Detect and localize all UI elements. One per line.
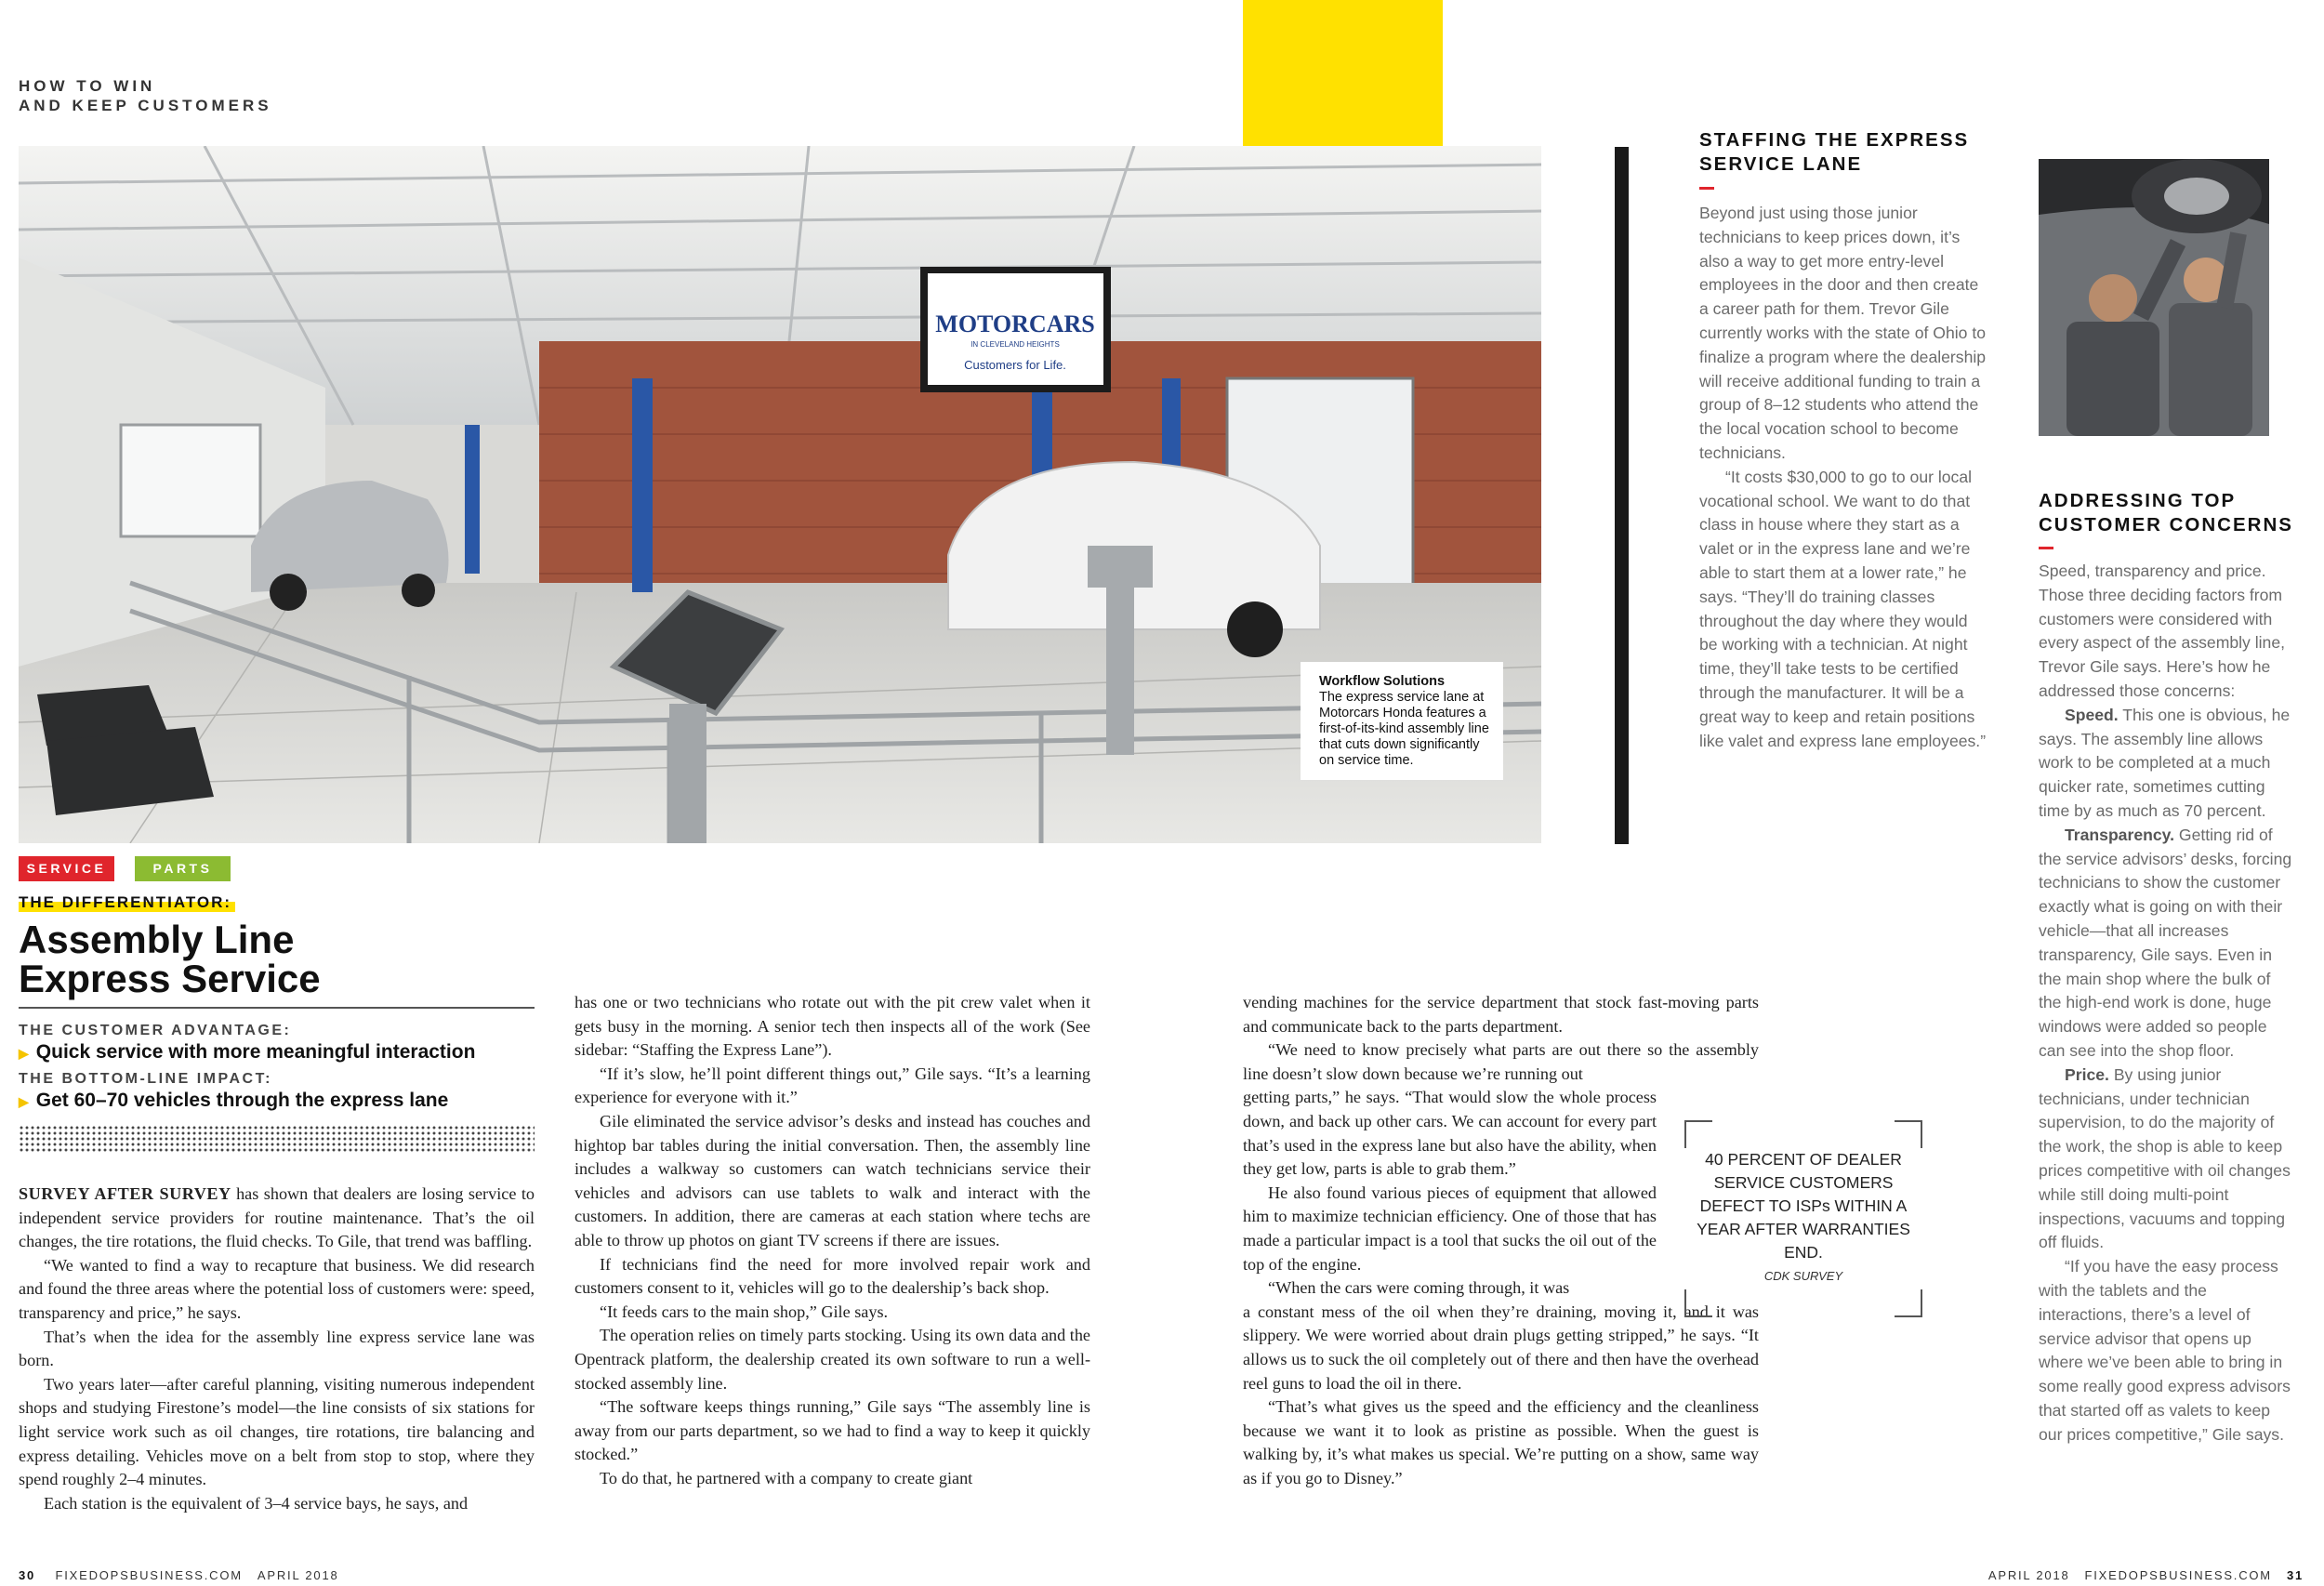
article-title <box>19 920 539 998</box>
pull-quote-corner <box>1895 1289 1922 1317</box>
sidebar-paragraph <box>2039 824 2294 1064</box>
red-dash <box>1699 187 1714 190</box>
article-paragraph: He also found various pieces of equipment that allowed him to maximize technician efficiency. One of those that has made a particular impact is a tool that sucks the oil out of the top of the engine. <box>1243 1183 1657 1274</box>
footer-date: APRIL 2018 <box>1987 1568 2070 1582</box>
pull-quote-corner <box>1684 1120 1712 1148</box>
concern-text-transparency: Getting rid of the service advisors’ desks, forcing technicians to show the customer exactly what is going on with their vehicle—that all increases transparency, Gile says. Even in the main shop where the bulk of the high-end work is done, huge windows were added so people can see into the shop floor. <box>2039 825 2292 1060</box>
footer-site: FIXEDOPSBUSINESS.COM <box>55 1568 243 1582</box>
caption-title: Workflow Solutions <box>1319 674 1446 689</box>
bullet-triangle-icon: ▶ <box>19 1094 29 1109</box>
sidebar-heading-line: CUSTOMER CONCERNS <box>2039 514 2293 535</box>
dotted-divider <box>19 1125 535 1153</box>
article-title-line: Express Service <box>19 957 321 1000</box>
article-wrap-block <box>1243 1086 1657 1300</box>
tv-brand-text: MOTORCARS <box>935 311 1095 337</box>
caption-body: The express service lane at Motorcars Honda features a first-of-its-kind assembly line that cuts down significantly on service time. <box>1319 690 1489 768</box>
yellow-accent-bar <box>1243 0 1443 149</box>
article-paragraph: “The software keeps things running,” Gile says “The assembly line is away from our parts department, so we had to find a way to keep it quickly stocked.” <box>574 1397 1090 1464</box>
section-label-line: AND KEEP CUSTOMERS <box>19 97 272 114</box>
article-paragraph: If technicians find the need for more involved repair work and customers consent to it, vehicles will go to the dealership’s back shop. <box>574 1254 1090 1298</box>
technicians-illustration <box>2039 159 2269 436</box>
concern-text-speed: This one is obvious, he says. The assembly line allows work to be completed at a much quicker rate, sometimes cutting time by as much as 70 percent. <box>2039 705 2291 820</box>
article-paragraph: getting parts,” he says. “That would slow the whole process down, and back up other cars. We can account for every part that’s used in the express lane but also have the ability, when they get low, parts is able to grab them.” <box>1243 1088 1657 1179</box>
article-paragraph: Gile eliminated the service advisor’s desks and instead has couches and hightop bar tables during the initial conversation. Then, the assembly line includes a walkway so customers can watch technicians service their vehicles and advisors can use tablets to walk and interact with the customers. In addition, there are cameras at each station where techs are able to throw up photos on giant TV screens if there are issues. <box>574 1111 1090 1249</box>
article-paragraph: Two years later—after careful planning, visiting numerous independent shops and studying Firestone’s model—the line consists of six stations for light service work such as oil changes, tire rotations, tire balancing and express detailing. Vehicles move on a belt from stop to stop, where they spend roughly 2–4 minutes. <box>19 1374 535 1489</box>
article-paragraph: “That’s what gives us the speed and the efficiency and the cleanliness because we want it to look as pristine as possible. When the guest is walking by, it’s what makes us special. We’re putting on a show, same way as if you go to Disney.” <box>1243 1397 1759 1487</box>
sidebar-paragraph: “If you have the easy process with the tablets and the interactions, there’s a level of service advisor that opens up where we’ve been able to bring in some really good express advisors that started off as valets to keep our prices competitive,” Gile says. <box>2039 1257 2291 1444</box>
article-column-3 <box>1243 991 1759 1490</box>
bottom-line-label: THE BOTTOM-LINE IMPACT: <box>19 1071 272 1087</box>
pull-quote <box>1684 1120 1922 1317</box>
article-paragraph: “We need to know precisely what parts are out there so the assembly line doesn’t slow down because we’re running out <box>1243 1040 1759 1083</box>
tv-sub-text: IN CLEVELAND HEIGHTS <box>971 340 1060 349</box>
article-column-1 <box>19 1183 535 1515</box>
photo-caption <box>1301 662 1503 780</box>
pull-quote-corner <box>1895 1120 1922 1148</box>
bottom-line-text: Get 60–70 vehicles through the express lane <box>35 1090 449 1111</box>
article-column-2 <box>574 991 1090 1490</box>
concern-label-price: Price. <box>2065 1064 2109 1084</box>
technicians-photo <box>2039 159 2269 436</box>
page-number: 31 <box>2286 1568 2304 1582</box>
customer-advantage-label: THE CUSTOMER ADVANTAGE: <box>19 1023 292 1038</box>
pull-quote-source: CDK SURVEY <box>1763 1269 1843 1283</box>
footer-right <box>1974 1568 2304 1582</box>
article-paragraph: That’s when the idea for the assembly line express service lane was born. <box>19 1327 535 1370</box>
sidebar-concerns-text <box>2039 560 2294 1447</box>
sidebar-staffing-text <box>1699 202 1987 753</box>
article-paragraph: The operation relies on timely parts stocking. Using its own data and the Opentrack platform, the dealership created its own software to run a well-stocked assembly line. <box>574 1326 1090 1393</box>
article-paragraph: To do that, he partnered with a company to create giant <box>600 1468 973 1487</box>
article-title-line: Assembly Line <box>19 918 295 961</box>
footer-site: FIXEDOPSBUSINESS.COM <box>2084 1568 2272 1582</box>
sidebar-paragraph: Speed, transparency and price. Those three deciding factors from customers were considered with every aspect of the assembly line, Trevor Gile says. Here’s how he addressed those concerns: <box>2039 562 2286 700</box>
tag-parts: PARTS <box>135 856 231 881</box>
customer-advantage-text: Quick service with more meaningful interaction <box>35 1041 476 1063</box>
title-rule <box>19 1007 535 1009</box>
customer-advantage-value <box>19 1041 475 1064</box>
sidebar-paragraph: Beyond just using those junior technicians to keep prices down, it’s also a way to get more entry-level employees in the door and then create a career path for them. Trevor Gile currently works with the state of Ohio to finalize a program where the dealership will receive additional funding to train a group of 8–12 students who attend the the local vocation school to become technicians. <box>1699 204 1987 462</box>
pull-quote-corner <box>1684 1289 1712 1317</box>
page-number: 30 <box>19 1568 36 1582</box>
sidebar-concerns-heading <box>2039 489 2317 537</box>
bullet-triangle-icon: ▶ <box>19 1046 29 1061</box>
article-paragraph: “We wanted to find a way to recapture that business. We did research and found the three areas where the potential loss of customers were: speed, transparency and price,” he says. <box>19 1255 535 1322</box>
article-paragraph: “When the cars were coming through, it was <box>1268 1278 1570 1298</box>
article-paragraph: has one or two technicians who rotate out with the pit crew valet when it gets busy in the morning. A senior tech then inspects all of the work (See sidebar: “Staffing the Express Lane”). <box>574 993 1090 1060</box>
sidebar-heading-line: SERVICE LANE <box>1699 153 1863 175</box>
red-dash <box>2039 547 2053 549</box>
article-paragraph: “If it’s slow, he’ll point different things out,” Gile says. “It’s a learning experience for everyone with it.” <box>574 1064 1090 1107</box>
sidebar-heading-line: ADDRESSING TOP <box>2039 490 2237 511</box>
sidebar-paragraph: “It costs $30,000 to go to our local vocational school. We want to do that class in house where they start as a valet or in the express lane and we’re able to start them at a lower rate,” he says. “They’ll do training classes throughout the day where they would be working with a technician. At night time, they’ll take tests to be certified through the manufacturer. It will be a great way to keep and retain positions like valet and express lane employees.” <box>1699 467 1987 750</box>
tv-tagline-text: Customers for Life. <box>964 358 1066 372</box>
sidebar-paragraph <box>2039 704 2294 824</box>
lead-in: SURVEY AFTER SURVEY <box>19 1184 231 1203</box>
section-label <box>19 76 272 115</box>
article-text: has shown that dealers are losing service to independent service providers for routine maintenance. That’s the oil changes, the tire rotations, the fluid checks. To Gile, that trend was baffling. <box>19 1184 535 1251</box>
article-kicker: THE DIFFERENTIATOR: <box>19 893 235 912</box>
article-paragraph: Each station is the equivalent of 3–4 service bays, he says, and <box>44 1493 469 1513</box>
article-paragraph: a constant mess of the oil when they’re draining, moving it, and it was slippery. We were worried about drain plugs getting stripped,” he says. “It allows us to suck the oil completely out of there and then have the overhead reel guns to load the oil in there. <box>1243 1302 1759 1393</box>
sidebar-heading-line: STAFFING THE EXPRESS <box>1699 129 1970 151</box>
bottom-line-value <box>19 1090 448 1112</box>
section-label-line: HOW TO WIN <box>19 77 156 95</box>
sidebar-staffing-heading <box>1699 128 1997 177</box>
footer-date: APRIL 2018 <box>257 1568 339 1582</box>
sidebar-paragraph <box>2039 1064 2294 1255</box>
sidebar-divider <box>1615 147 1629 844</box>
concern-text-price: By using junior technicians, under technician supervision, to do the majority of the work, the shop is able to keep prices competitive with oil changes while still doing multi-point inspections, vacuums and topping off fluids. <box>2039 1064 2291 1252</box>
concern-label-transparency: Transparency. <box>2065 825 2175 844</box>
pull-quote-text: 40 PERCENT OF DEALER SERVICE CUSTOMERS DEFECT TO ISPs WITHIN A YEAR AFTER WARRANTIES END. <box>1697 1150 1910 1262</box>
concern-label-speed: Speed. <box>2065 705 2119 724</box>
footer-left <box>19 1568 354 1582</box>
article-paragraph <box>19 1183 535 1254</box>
article-paragraph: vending machines for the service department that stock fast-moving parts and communicate back to the parts department. <box>1243 993 1759 1036</box>
article-paragraph: “It feeds cars to the main shop,” Gile says. <box>600 1302 889 1321</box>
tag-service: SERVICE <box>19 856 114 881</box>
